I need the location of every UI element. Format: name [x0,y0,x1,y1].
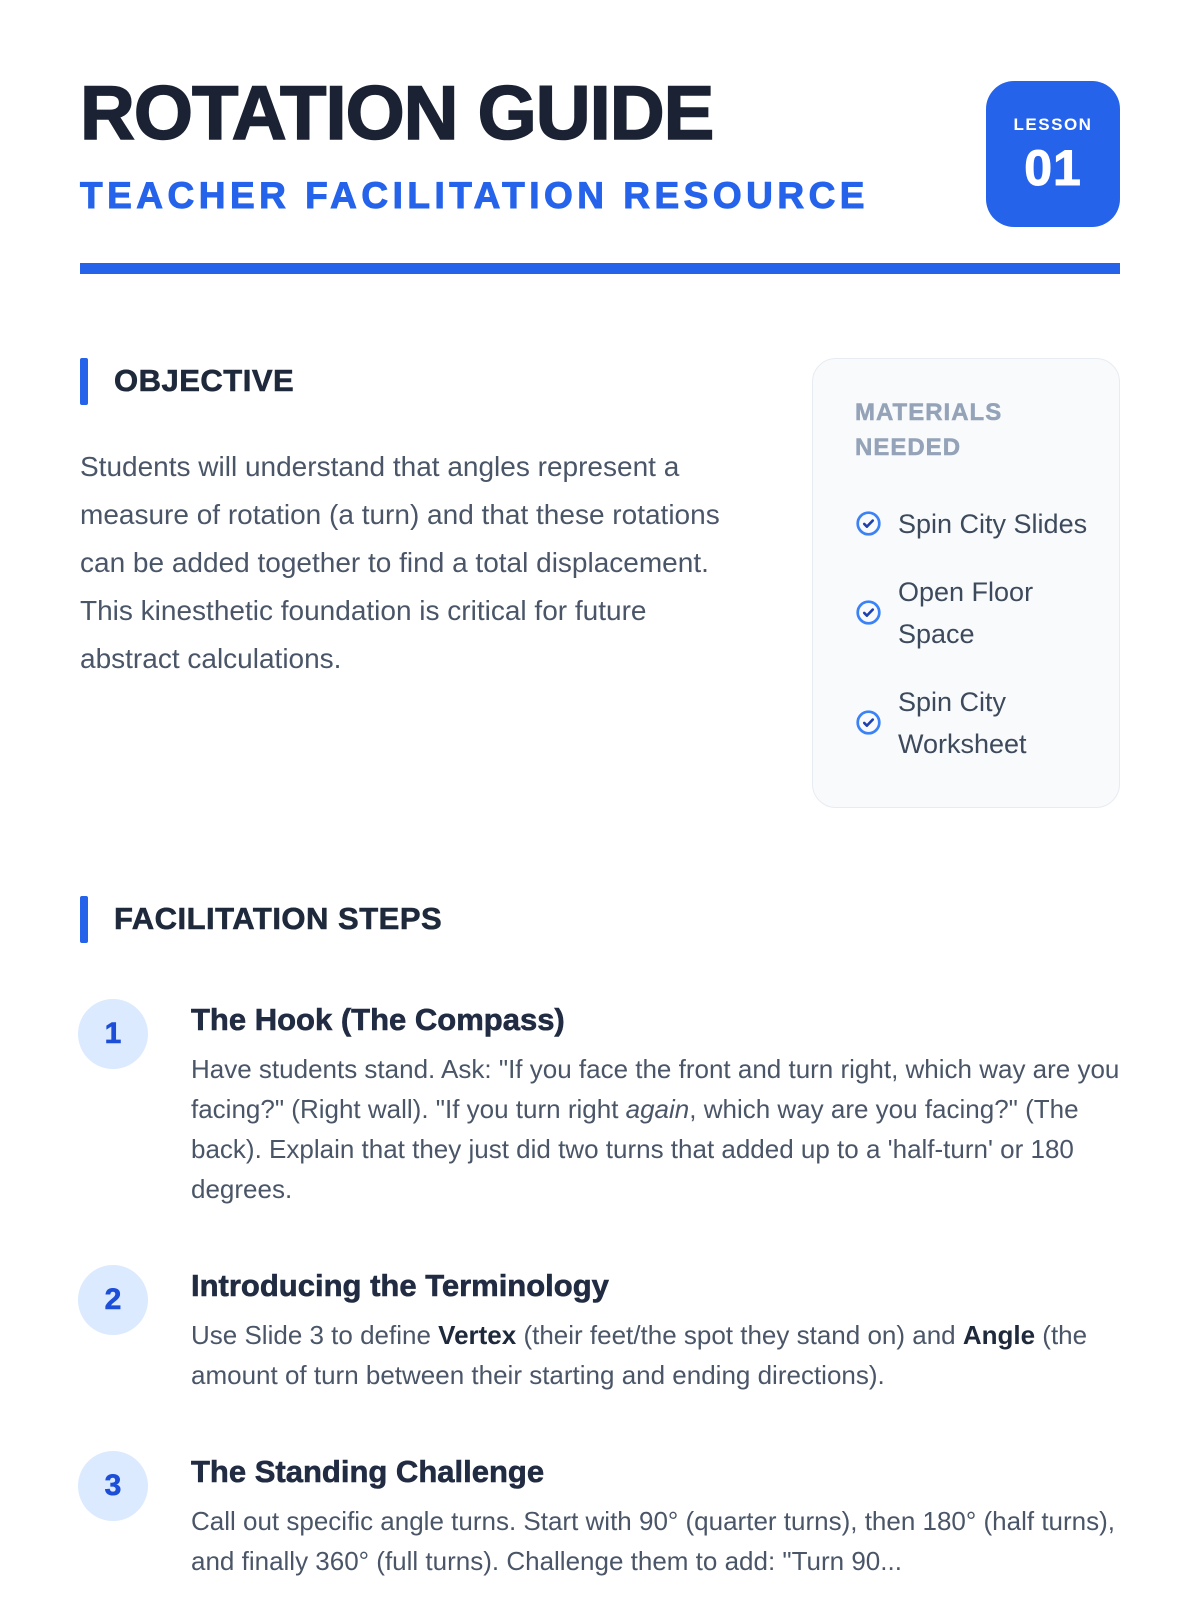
header-divider [80,263,1120,274]
material-item [855,503,1091,545]
step-item [80,1451,1120,1581]
step-number: 3 [104,1468,122,1502]
step-title: The Hook (The Compass) [191,1001,565,1037]
step-number-badge [78,1265,148,1335]
objective-body: Students will understand that angles represent a measure of rotation (a turn) and that these rotations can be added together to find a total displacement. This kinesthetic foundation is critical for future abstract calculations. [80,450,720,674]
step-number-badge [78,1451,148,1521]
step-number: 2 [104,1282,122,1316]
step-title: Introducing the Terminology [191,1267,609,1303]
facilitation-steps-section [80,896,1120,1581]
material-item [855,681,1091,765]
section-accent-bar [80,896,88,943]
materials-card [812,358,1120,808]
step-title: The Standing Challenge [191,1453,545,1489]
step-body: Call out specific angle turns. Start with 90° (quarter turns), then 180° (half turns), and finally 360° (full turns). Challenge them to add: "Turn 90... [191,1505,1116,1576]
materials-heading: MATERIALS NEEDED [855,398,1003,461]
materials-list [855,503,1091,765]
header [80,71,1120,274]
check-circle-icon [855,599,882,626]
objective-section-header [80,358,740,405]
page-subtitle: TEACHER FACILITATION RESOURCE [80,175,869,216]
step-content [191,1451,1120,1581]
page-title: ROTATION GUIDE [80,71,714,156]
step-item [80,1265,1120,1395]
section-accent-bar [80,358,88,405]
material-label: Open Floor Space [898,576,1034,649]
step-body: Have students stand. Ask: "If you face the front and turn right, which way are you facing?" (Right wall). "If you turn right again, which way are you facing?" (The back). Explain that they just did two turns that added up to a 'half-turn' or 180 degrees. [191,1053,1120,1204]
step-content [191,1265,1120,1395]
lesson-badge-label: LESSON [1013,115,1093,134]
steps-heading: FACILITATION STEPS [114,901,443,937]
material-label: Spin City Worksheet [898,686,1027,759]
step-item [80,999,1120,1209]
step-body: Use Slide 3 to define Vertex (their feet/the spot they stand on) and Angle (the amount of turn between their starting and ending directions). [191,1319,1088,1390]
steps-list [80,999,1120,1581]
objective-row [80,358,1120,808]
material-label: Spin City Slides [898,508,1088,539]
check-circle-icon [855,510,882,537]
steps-section-header [80,896,1120,943]
lesson-badge [986,81,1120,227]
step-content [191,999,1120,1209]
lesson-badge-number: 01 [1024,140,1082,196]
step-number: 1 [104,1016,122,1050]
objective-section [80,358,740,808]
objective-heading: OBJECTIVE [114,363,295,399]
check-circle-icon [855,709,882,736]
material-item [855,571,1091,655]
step-number-badge [78,999,148,1069]
